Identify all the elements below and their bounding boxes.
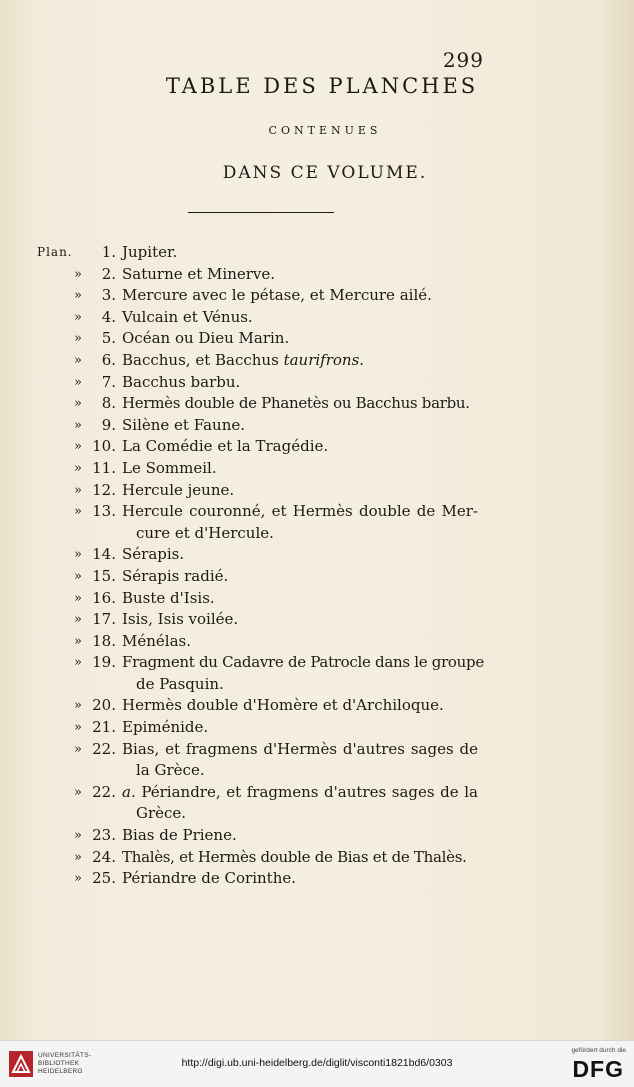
ditto-mark: » [74,720,82,736]
list-item [0,825,634,847]
entry-number: 21. [92,718,116,737]
list-item [0,717,634,739]
entry-number: 9. [101,415,116,434]
entry-number: 22. [92,739,116,758]
permalink-url[interactable]: http://digi.ub.uni-heidelberg.de/diglit/visconti1821bd6/0303 [181,1057,453,1069]
entry-number: 8. [101,394,116,413]
ditto-mark: » [74,504,82,520]
list-item [0,242,634,264]
entry-number: 3. [101,286,116,305]
entry-text-continuation: cure et d'Hercule. [136,523,274,542]
dfg-logo: DFG [572,1056,624,1082]
list-item-continuation [0,803,634,825]
entry-number: 7. [101,372,116,391]
entry-text-continuation: Grèce. [136,804,187,823]
list-item [0,609,634,631]
entry-text: Hercule jeune. [122,480,235,499]
list-item [0,307,634,329]
ditto-mark: » [74,612,82,628]
ditto-mark: » [74,741,82,757]
ditto-mark: » [74,828,82,844]
entry-number: 6. [101,350,116,369]
entry-text-continuation: de Pasquin. [136,674,224,693]
entry-number: 11. [92,458,116,477]
entry-number: 23. [92,826,116,845]
entry-text: Fragment du Cadavre de Patrocle dans le groupe [122,653,484,672]
ditto-mark: » [74,655,82,671]
entry-number: 17. [92,610,116,629]
list-item [0,847,634,869]
entry-text [122,350,364,372]
ditto-mark: » [74,352,82,368]
viewer-footer [0,1040,634,1087]
list-item [0,458,634,480]
ditto-mark: » [74,309,82,325]
entry-text [122,782,478,804]
entry-number: 2. [101,264,116,283]
list-item [0,739,634,761]
library-name-line: UNIVERSITÄTS- [38,1052,92,1059]
ditto-mark: » [74,460,82,476]
entry-number: 14. [92,545,116,564]
entry-text: Hercule couronné, et Hermès double de Mer- [122,502,478,521]
ditto-mark: » [74,331,82,347]
ditto-mark: » [74,482,82,498]
entry-number: 22. [92,782,116,801]
list-item [0,782,634,804]
entry-text: Hermès double de Phanetès ou Bacchus barbu. [122,394,470,413]
entry-number: 13. [92,502,116,521]
entry-text: Bacchus barbu. [122,372,241,391]
ditto-mark: » [74,288,82,304]
entry-text: Périandre de Corinthe. [122,869,297,888]
list-item [0,350,634,372]
entry-number: 12. [92,480,116,499]
ditto-mark: » [74,633,82,649]
ditto-mark: » [74,784,82,800]
entry-number: 10. [92,437,116,456]
entry-text: Bias, et fragmens d'Hermès d'autres sages de [122,739,478,758]
ditto-mark: » [74,266,82,282]
entry-text: Jupiter. [122,243,178,261]
entry-suffix-letter: a. [122,782,136,801]
entry-text: Silène et Faune. [122,415,246,434]
entry-number: 24. [92,847,116,866]
entry-number: 1. [101,243,116,261]
plates-list [0,242,634,890]
ditto-mark: » [74,871,82,887]
entry-number: 15. [92,566,116,585]
entry-text: Saturne et Minerve. [122,264,276,283]
list-item [0,264,634,286]
entry-text-part: Bacchus, et Bacchus [122,350,279,369]
list-item [0,328,634,350]
funded-by-label: gefördert durch die [571,1047,626,1054]
entry-number: 4. [101,307,116,326]
title-rule [188,212,334,213]
entry-text: Hermès double d'Homère et d'Archiloque. [122,696,444,715]
entry-number: 19. [92,653,116,672]
ditto-mark: » [74,568,82,584]
list-item [0,285,634,307]
entry-text: La Comédie et la Tragédie. [122,437,329,456]
list-item [0,415,634,437]
entry-text-continuation: la Grèce. [136,761,205,780]
entry-text: Le Sommeil. [122,458,217,477]
entry-number: 5. [101,329,116,348]
list-item [0,544,634,566]
list-item-continuation [0,674,634,696]
list-item [0,566,634,588]
ditto-mark: » [74,547,82,563]
entry-number: 16. [92,588,116,607]
entry-text: Mercure avec le pétase, et Mercure ailé. [122,286,432,305]
entry-number: 18. [92,631,116,650]
list-item [0,695,634,717]
page-number: 299 [442,48,484,72]
entry-text-part: Périandre, et fragmens d'autres sages de la [141,782,478,801]
list-item-continuation [0,523,634,545]
library-name-line: BIBLIOTHEK [38,1060,80,1067]
ditto-mark: » [74,590,82,606]
ditto-mark: » [74,374,82,390]
entry-text: Isis, Isis voilée. [122,610,239,629]
list-item [0,501,634,523]
library-name-line: HEIDELBERG [38,1068,83,1075]
plan-label: Plan. [37,245,73,259]
entry-text: Sérapis radié. [122,566,229,585]
entry-text: Vulcain et Vénus. [122,307,253,326]
page-subtitle-volume: DANS CE VOLUME. [222,163,428,183]
ditto-mark: » [74,396,82,412]
list-item [0,372,634,394]
ditto-mark: » [74,849,82,865]
list-item-continuation [0,760,634,782]
entry-number: 20. [92,696,116,715]
entry-text: Thalès, et Hermès double de Bias et de Thalès. [122,847,467,866]
entry-number: 25. [92,869,116,888]
page-title: TABLE DES PLANCHES [165,74,479,98]
ditto-mark: » [74,698,82,714]
ditto-mark: » [74,417,82,433]
list-item [0,588,634,610]
entry-text-italic: taurifrons. [283,350,365,369]
page-subtitle: CONTENUES [268,124,382,137]
entry-text: Sérapis. [122,545,185,564]
entry-text: Buste d'Isis. [122,588,215,607]
list-item [0,652,634,674]
list-item [0,480,634,502]
list-item [0,393,634,415]
entry-text: Epiménide. [122,718,209,737]
entry-text: Océan ou Dieu Marin. [122,329,290,348]
entry-text: Ménélas. [122,631,191,650]
ditto-mark: » [74,439,82,455]
list-item [0,631,634,653]
list-item [0,436,634,458]
entry-text: Bias de Priene. [122,826,237,845]
list-item [0,868,634,890]
